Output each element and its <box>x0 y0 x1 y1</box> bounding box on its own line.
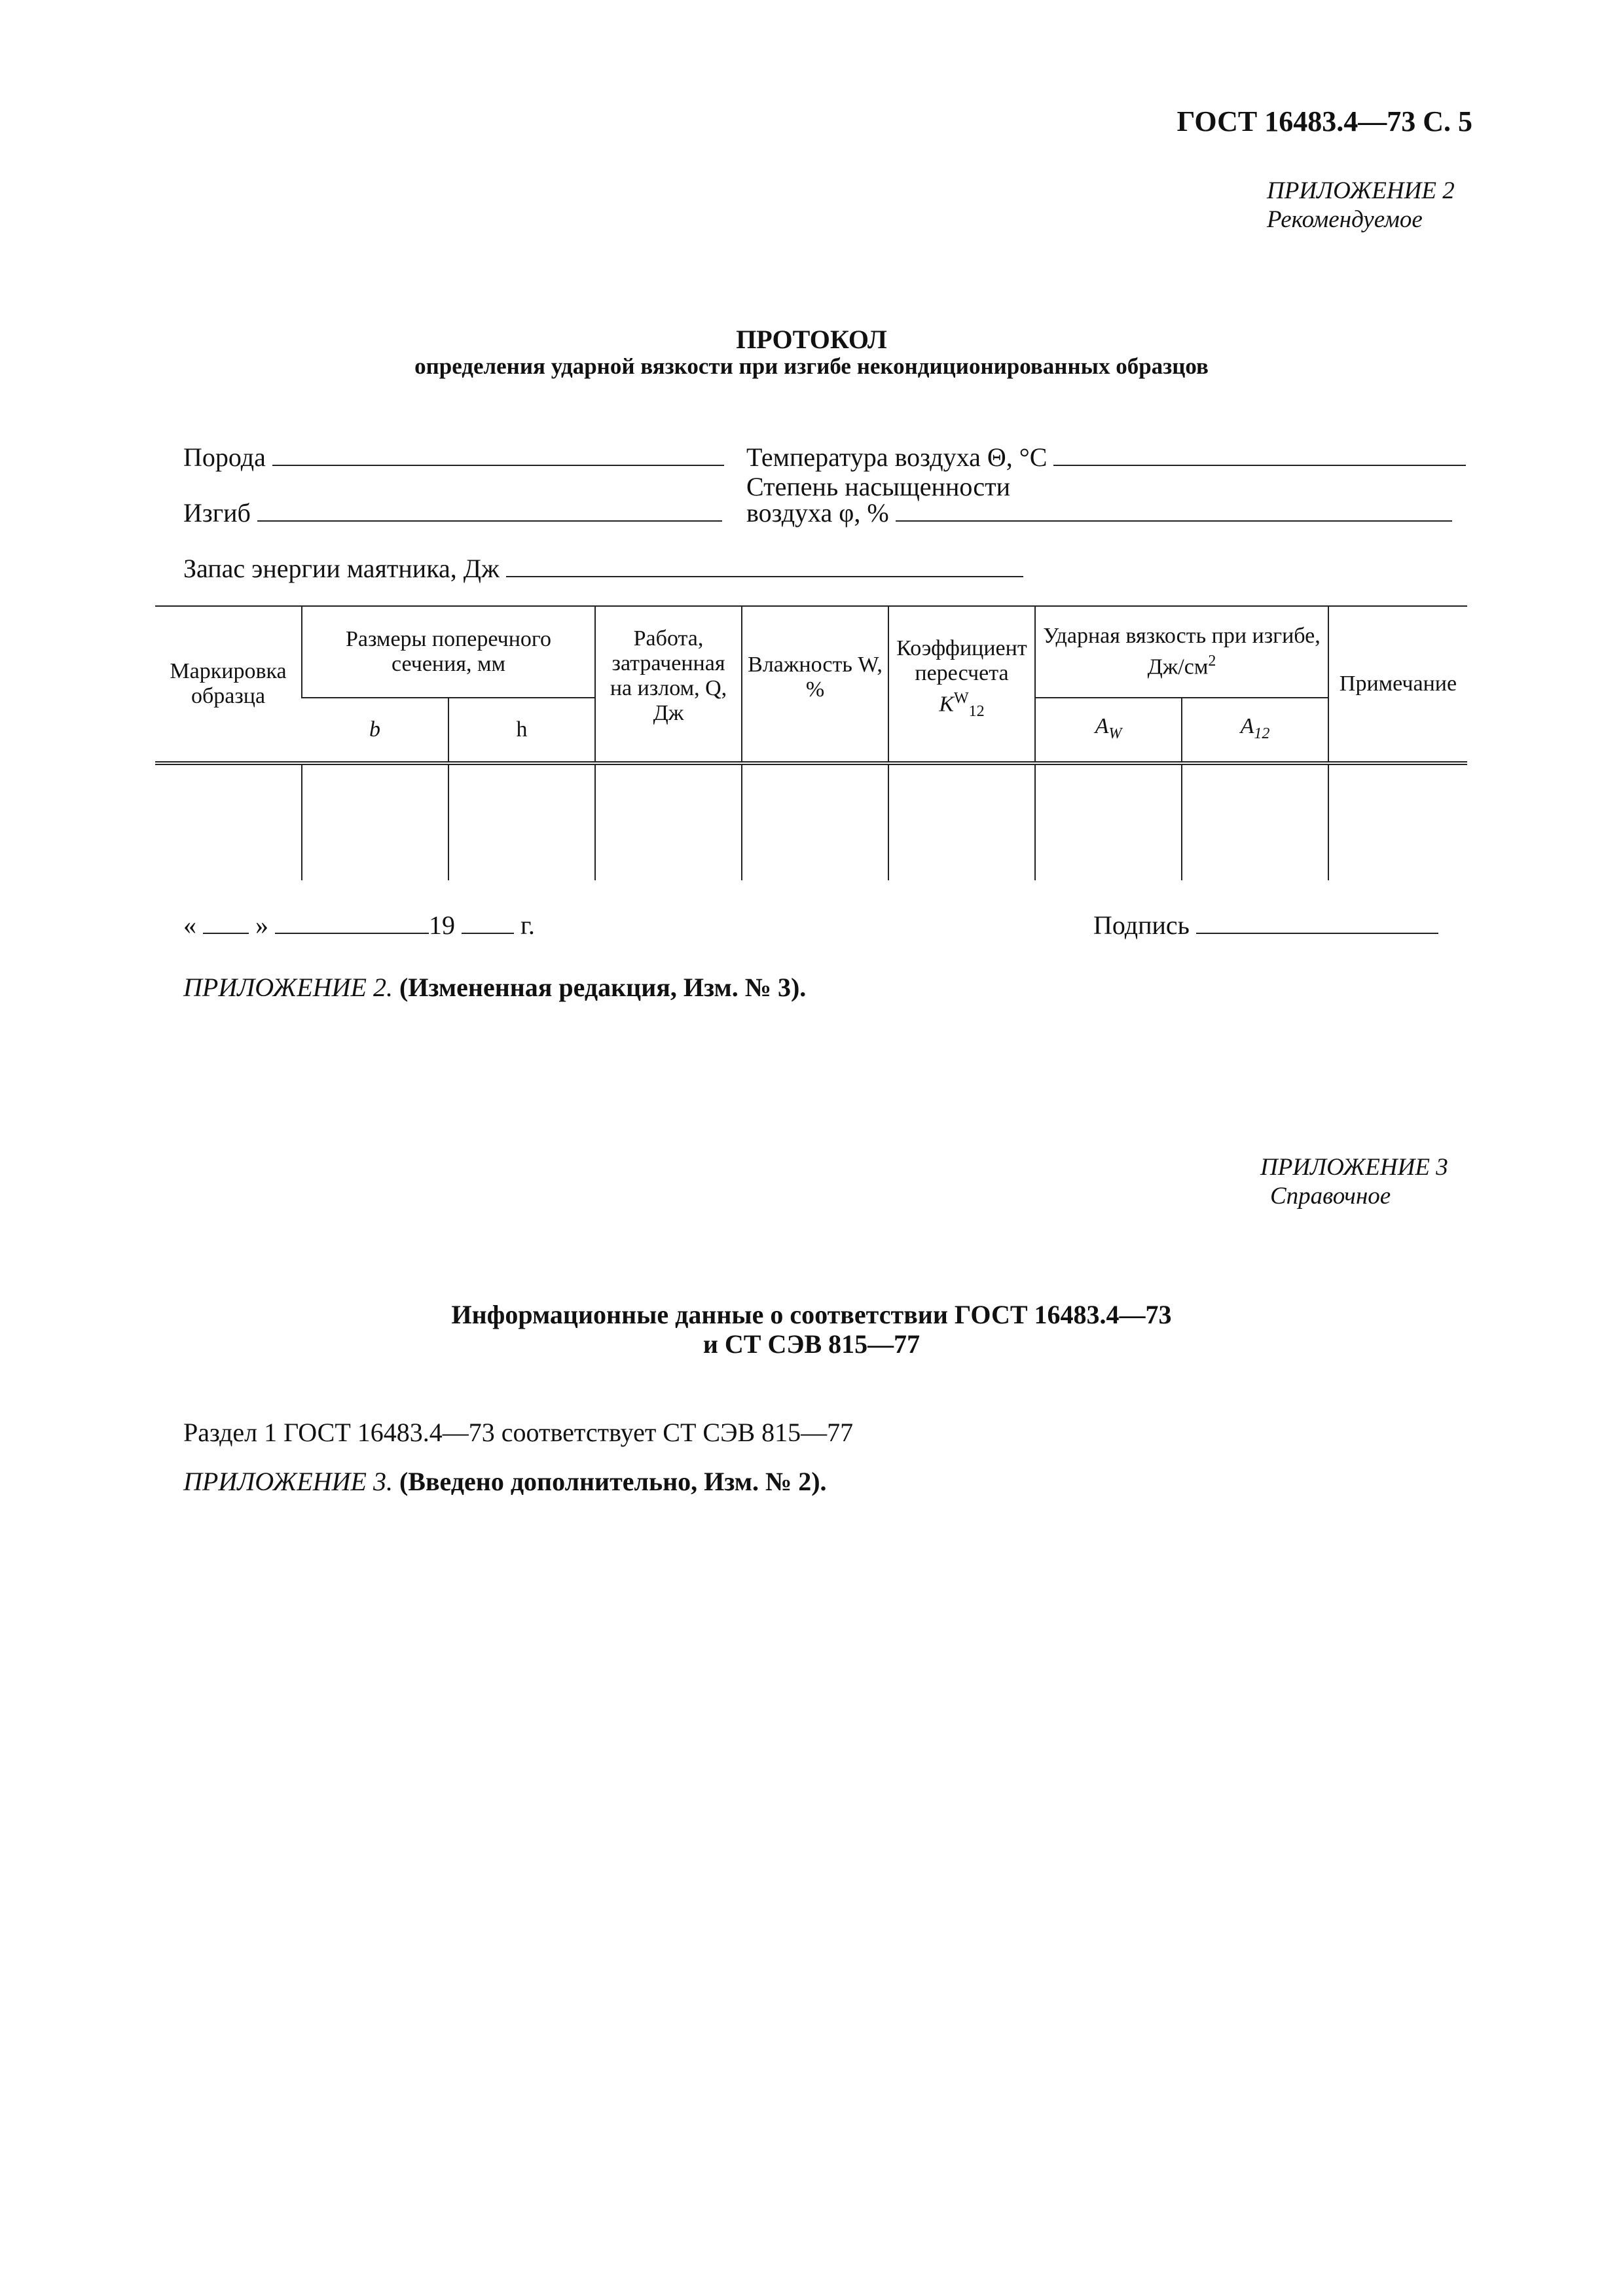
protocol-title: ПРОТОКОЛ <box>736 325 887 354</box>
col-header-h: h <box>448 698 595 763</box>
signature-label: Подпись <box>1093 910 1190 940</box>
page-header: ГОСТ 16483.4—73 С. 5 <box>1176 105 1472 137</box>
field-saturation-label: воздуха φ, % <box>746 498 889 528</box>
field-air-temp-line <box>1053 442 1466 466</box>
field-bending <box>183 497 722 528</box>
appendix-3-body: Раздел 1 ГОСТ 16483.4—73 соответствует СТ СЭВ 815—77 <box>183 1418 854 1447</box>
field-species-line <box>272 442 724 466</box>
field-air-temp-label: Температура воздуха Θ, °С <box>746 442 1048 472</box>
field-air-temp <box>746 442 1466 473</box>
appendix-3-status: Справочное <box>1270 1183 1391 1210</box>
col-header-marking: Маркировка образца <box>155 606 302 763</box>
col-header-a12: $A_{12}$ <box>1182 698 1328 763</box>
field-saturation <box>746 497 1452 528</box>
col-header-b: b <box>302 698 448 763</box>
table-row <box>155 763 1467 880</box>
appendix-2-heading <box>1267 177 1455 234</box>
col-header-work: Работа, затраченная на излом, Q, Дж <box>595 606 742 763</box>
appendix-3-revision-note: ПРИЛОЖЕНИЕ 3. (Введено дополнительно, Изм. № 2). <box>183 1467 827 1496</box>
date-line: « » 19 г. <box>183 910 535 940</box>
appendix-3-title-line1: Информационные данные о соответствии ГОСТ 16483.4—73 <box>451 1300 1172 1329</box>
field-energy <box>183 553 1023 584</box>
field-species <box>183 442 724 473</box>
signature-line <box>1093 910 1438 941</box>
col-header-coef: Коэффициент пересчета $K^W_{12}$ <box>888 606 1035 763</box>
field-saturation-line1: Степень насыщенности <box>746 472 1010 501</box>
protocol-table <box>155 605 1467 880</box>
appendix-2-label: ПРИЛОЖЕНИЕ 2 <box>1267 177 1455 204</box>
appendix-2-status: Рекомендуемое <box>1267 206 1423 233</box>
col-header-aw: $A_W$ <box>1035 698 1182 763</box>
appendix-3-title-line2: и СТ СЭВ 815—77 <box>702 1329 921 1359</box>
field-bending-line <box>257 498 722 522</box>
field-species-label: Порода <box>183 442 266 472</box>
protocol-subtitle: определения ударной вязкости при изгибе некондиционированных образцов <box>414 353 1209 379</box>
field-energy-line <box>506 554 1023 577</box>
appendix-3-label: ПРИЛОЖЕНИЕ 3 <box>1260 1154 1448 1181</box>
col-header-dimensions: Размеры поперечного сечения, мм <box>302 606 595 698</box>
appendix-2-revision-note: ПРИЛОЖЕНИЕ 2. (Измененная редакция, Изм. № 3). <box>183 973 807 1002</box>
field-bending-label: Изгиб <box>183 498 251 528</box>
field-energy-label: Запас энергии маятника, Дж <box>183 554 500 583</box>
col-header-impact: Ударная вязкость при изгибе, $Дж/см^2$ <box>1035 606 1328 698</box>
col-header-note: Примечание <box>1328 606 1467 763</box>
field-saturation-line <box>896 498 1452 522</box>
col-header-moisture: Влажность W, % <box>742 606 888 763</box>
appendix-3-heading <box>1260 1153 1448 1211</box>
